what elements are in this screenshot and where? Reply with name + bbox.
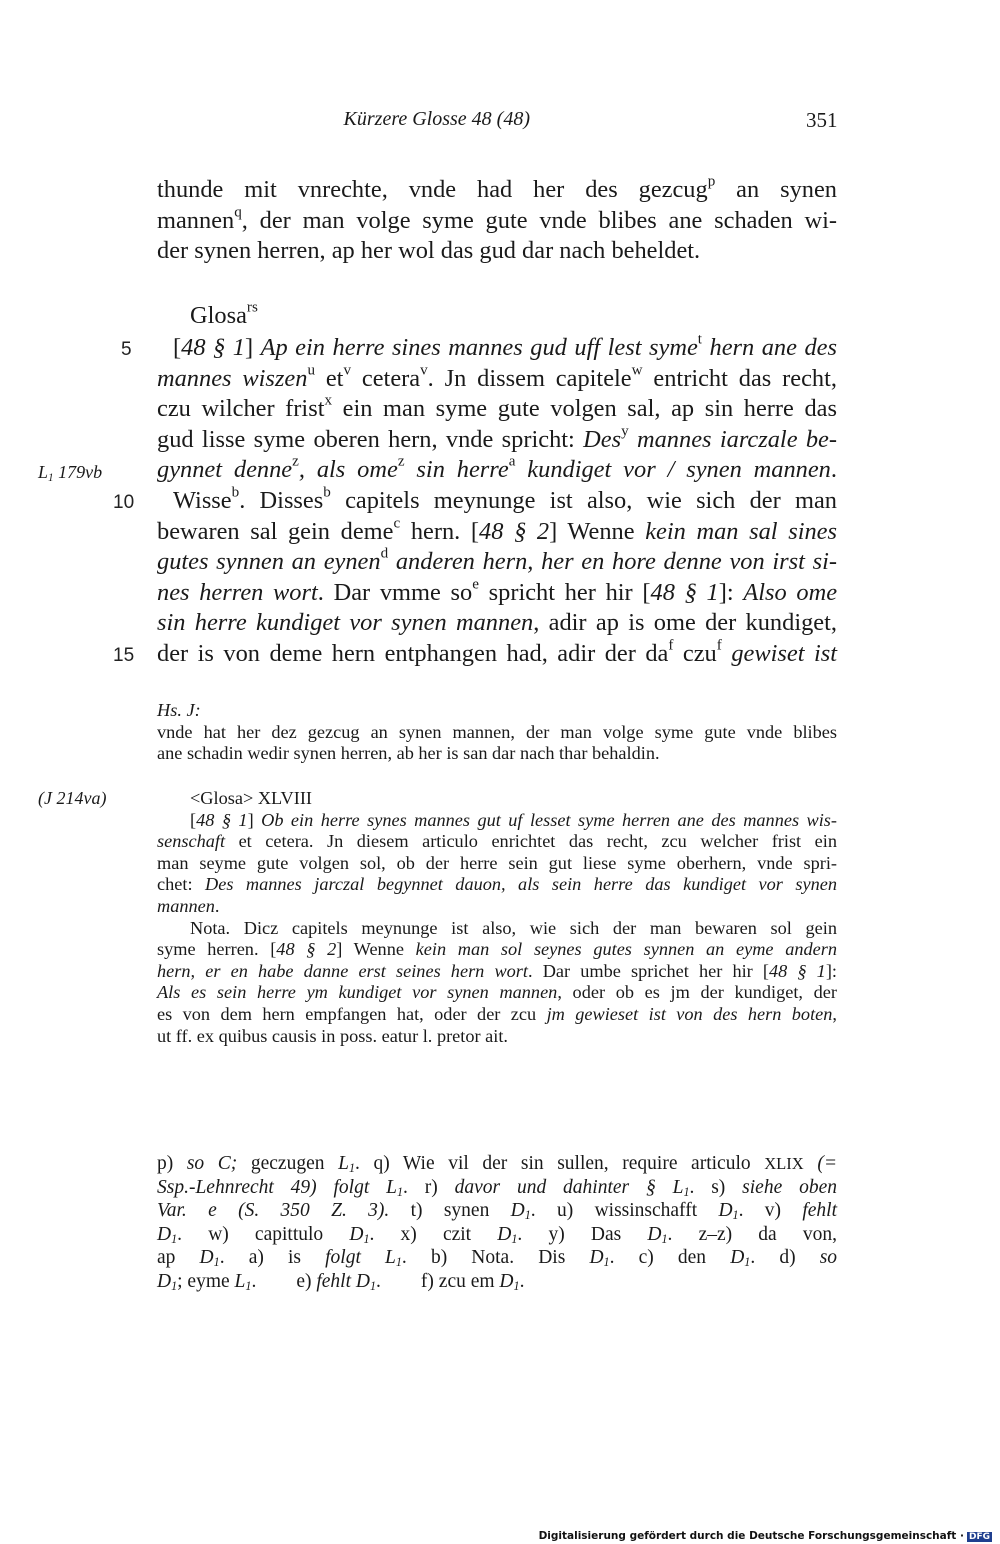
main-line-13: nes herren wort. Dar vmme $so^e$ spricht her hir [48 § 1]: Also ome — [157, 576, 838, 606]
main-line-2: mannen$^q$, der man volge syme gute vnde blibes ane schaden wi- — [157, 204, 837, 234]
main-line-6: mannes wiszen$^u$ $et^v$ cetera$^v$. Jn dissem capitele$^w$ entricht das recht, — [157, 362, 837, 392]
footnotes — [157, 1152, 837, 1293]
margin-note-j-folio: (J 214va) — [38, 788, 107, 808]
hs-j-line-1: vnde hat her dez gezcug an synen mannen, der man volge syme gute vnde blibes — [157, 721, 837, 742]
page-number: 351 — [806, 108, 838, 132]
hs-j-label: Hs. J: — [157, 700, 201, 720]
main-line-1: thunde mit vnrechte, vnde had her des gezcug$^p$ an synen — [157, 173, 837, 203]
glosa-j-heading: <Glosa> XLVIII — [190, 788, 312, 808]
dfg-credit-text: Digitalisierung gefördert durch die Deutsche Forschungsgemeinschaft · — [538, 1530, 964, 1542]
main-text-glosa — [157, 333, 837, 670]
main-text-top — [157, 175, 837, 267]
margin-note-l1-folio: $L_1$ 179vb — [38, 462, 103, 484]
footnote-line-4: $D_1$. w) capittulo $D_1$. x) czit $D_1$. y) Das $D_1$. z–z) da von, — [157, 1223, 837, 1246]
main-line-12: gutes synnen an eynen$^d$ anderen hern, her en hore denne von irst si- — [157, 545, 837, 576]
main-line-15: der is von deme hern entphangen had, adir der $da^f$ czu$^f$ gewiset ist — [157, 637, 838, 667]
glosa-j-block — [157, 788, 837, 1047]
main-line-7: czu wilcher frist$^x$ ein man syme gute volgen sal, ap sin herre das — [157, 392, 837, 423]
footnote-line-5: ap $D_1$. a) is folgt $L_1$. b) Nota. Dis $D_1$. c) den $D_1$. d) so — [157, 1247, 838, 1270]
glosa-j-line-11: ut ff. ex quibus causis in poss. eatur l. pretor ait. — [157, 1025, 509, 1046]
hs-j-block — [157, 700, 837, 765]
glosa-heading: Glosa$^{rs}$ — [190, 299, 258, 329]
glosa-j-line-7: syme herren. [48 § 2] Wenne kein man sol seynes gutes synnen an eyme andern — [157, 939, 838, 960]
dfg-credit — [539, 1530, 992, 1542]
glosa-j-line-6: Nota. Dicz capitels meynunge ist also, wie sich der man bewaren sol gein — [190, 917, 837, 938]
running-head — [0, 108, 1000, 138]
glosa-j-line-5: mannen. — [157, 895, 220, 916]
main-line-10: Wisse$^b$. Disses$^b$ capitels meynunge ist also, wie sich der man — [173, 484, 837, 514]
footnote-line-2: Ssp.-Lehnrecht 49) folgt $L_1$. r) davor und dahinter § $L_1$. s) siehe oben — [157, 1176, 837, 1199]
line-number-15: 15 — [113, 645, 135, 666]
footnote-line-6: $D_1$; eyme $L_1$. e) fehlt $D_1$. f) zcu em $D_1$. — [157, 1270, 525, 1293]
glosa-j-line-9: Als es sein herre ym kundiget vor synen mannen, oder ob es jm der kundiget, der — [157, 982, 837, 1003]
footnote-line-1: p) so C; geczugen $L_1$. q) Wie vil der sin sullen, require articulo XLIX (= — [157, 1153, 838, 1176]
line-number-5: 5 — [121, 339, 132, 360]
dfg-logo: DFG — [968, 1532, 990, 1542]
main-line-3: der synen herren, ap her wol das gud dar nach beheldet. — [157, 237, 701, 265]
line-number-10: 10 — [113, 492, 135, 513]
glosa-j-line-2: senschaft et cetera. Jn diesem articulo enrichtet das recht, zcu welcher frist ein — [157, 831, 837, 852]
hs-j-line-2: ane schadin wedir synen herren, ab her is san dar nach thar behaldin. — [157, 743, 660, 764]
glosa-j-line-8: hern, er en habe danne erst seines hern wort. Dar umbe sprichet her hir [48 § 1]: — [157, 960, 837, 981]
glosa-j-line-1: [48 § 1] Ob ein herre synes mannes gut uf lesset syme herren ane des mannes wis- — [190, 809, 837, 830]
main-line-9: gynnet denne$^z$, als ome$^z$ sin herre$^a$ kundiget vor / synen mannen. — [157, 454, 837, 484]
main-line-11: bewaren sal gein deme$^c$ hern. [48 § 2] Wenne kein man sal sines — [157, 515, 837, 545]
main-line-14: sin herre kundiget vor synen mannen, adir ap is ome der kundiget, — [157, 609, 837, 637]
glosa-j-line-10: es von dem hern empfangen hat, oder der zcu jm gewieset ist von des hern boten, — [157, 1003, 837, 1024]
running-title: Kürzere Glosse 48 (48) — [343, 108, 530, 130]
main-line-5: [48 § 1] Ap ein herre sines mannes gud uff lest syme$^t$ hern ane des — [173, 331, 837, 361]
glosa-j-line-3: man seyme gute volgen sol, ob der herre sein gut liese syme oberhern, vnde spri- — [157, 852, 837, 873]
footnote-line-3: Var. e (S. 350 Z. 3). t) synen $D_1$. u) wissinschafft $D_1$. v) fehlt — [157, 1200, 838, 1223]
glosa-j-line-4: chet: Des mannes jarczal begynnet dauon, als sein herre das kundiget vor synen — [157, 874, 837, 895]
main-line-8: gud lisse syme oberen hern, vnde spricht: Des$^y$ mannes iarczale be- — [157, 423, 838, 453]
